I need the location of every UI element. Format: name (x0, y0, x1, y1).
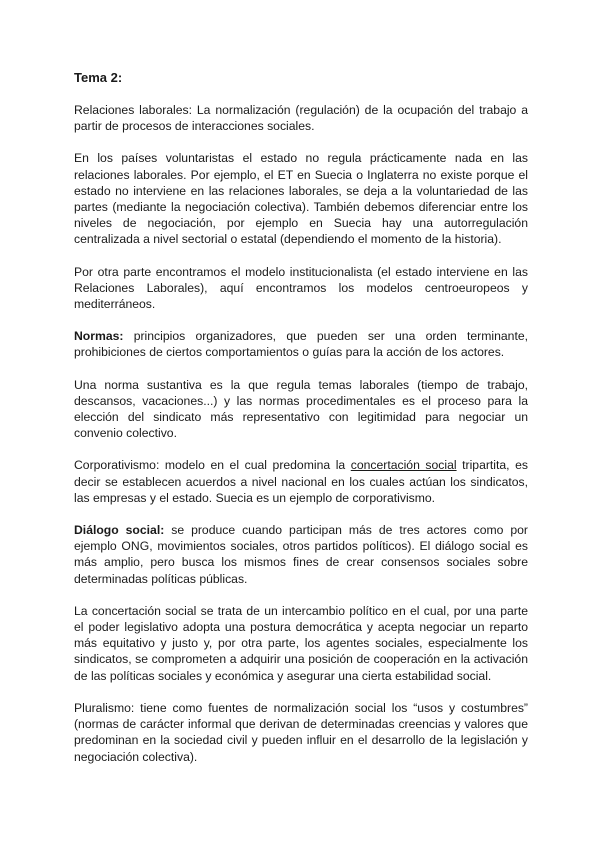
document-page (74, 70, 528, 781)
definition-dialogo-social: se produce cuando participan más de tres actores como por ejemplo ONG, movimientos sociales, otros partidos políticos). El diálogo social es más amplio, pero busca los mismos fines de crear consensos sociales sobre determinadas políticas públicas. (74, 523, 528, 586)
definition-normas: principios organizadores, que pueden ser una orden terminante, prohibiciones de ciertos comportamientos o guías para la acción de los actores. (74, 329, 528, 360)
paragraph-concertacion-social: La concertación social se trata de un intercambio político en el cual, por una parte el poder legislativo adopta una postura democrática y acepta negociar un reparto más equitativo y justo y, por otra parte, los agentes sociales, especialmente los sindicatos, se comprometen a adquirir una posición de cooperación en la activación de las políticas sociales y económica y asegurar una cierta estabilidad social. (74, 603, 528, 683)
paragraph-pluralismo: Pluralismo: tiene como fuentes de normalización social los “usos y costumbres” (normas de carácter informal que derivan de determinadas creencias y valores que predominan en la sociedad civil y pueden influir en el desarrollo de la legislación y negociación colectiva). (74, 700, 528, 764)
paragraph-modelo-institucionalista: Por otra parte encontramos el modelo institucionalista (el estado interviene en las Relaciones Laborales), aquí encontramos los modelos centroeuropeos y mediterráneos. (74, 264, 528, 312)
document-title: Tema 2: (74, 70, 123, 85)
paragraph-dialogo-social (74, 522, 528, 587)
paragraph-paises-voluntaristas: En los países voluntaristas el estado no regula prácticamente nada en las relaciones laborales. Por ejemplo, el ET en Suecia o Inglaterra no existe porque el estado no interviene en las relaciones laborales, se deja a la voluntariedad de las partes (mediante la negociación colectiva). También debemos diferenciar entre los niveles de negociación, por ejemplo en Suecia hay una autorregulación centralizada a nivel sectorial o estatal (dependiendo el momento de la historia). (74, 151, 528, 247)
term-normas: Normas: (74, 329, 124, 344)
corporativismo-rest: tripartita, es decir se establecen acuerdos a nivel nacional en los cuales actúan los sindicatos, las empresas y el estado. Suecia es un ejemplo de corporativismo. (74, 458, 528, 505)
paragraph-relaciones-laborales: Relaciones laborales: La normalización (regulación) de la ocupación del trabajo a partir de procesos de interacciones sociales. (74, 103, 528, 134)
paragraph-corporativismo (74, 457, 528, 506)
paragraph-normas (74, 328, 528, 360)
corporativismo-intro: Corporativismo: modelo en el cual predomina la (74, 458, 351, 473)
concertacion-social-link[interactable]: concertación social (350, 458, 457, 473)
paragraph-norma-sustantiva: Una norma sustantiva es la que regula temas laborales (tiempo de trabajo, descansos, vacaciones...) y las normas procedimentales es el proceso para la elección del sindicato más representativo con legitimidad para negociar un convenio colectivo. (74, 377, 528, 441)
term-dialogo-social: Diálogo social: (74, 523, 165, 538)
